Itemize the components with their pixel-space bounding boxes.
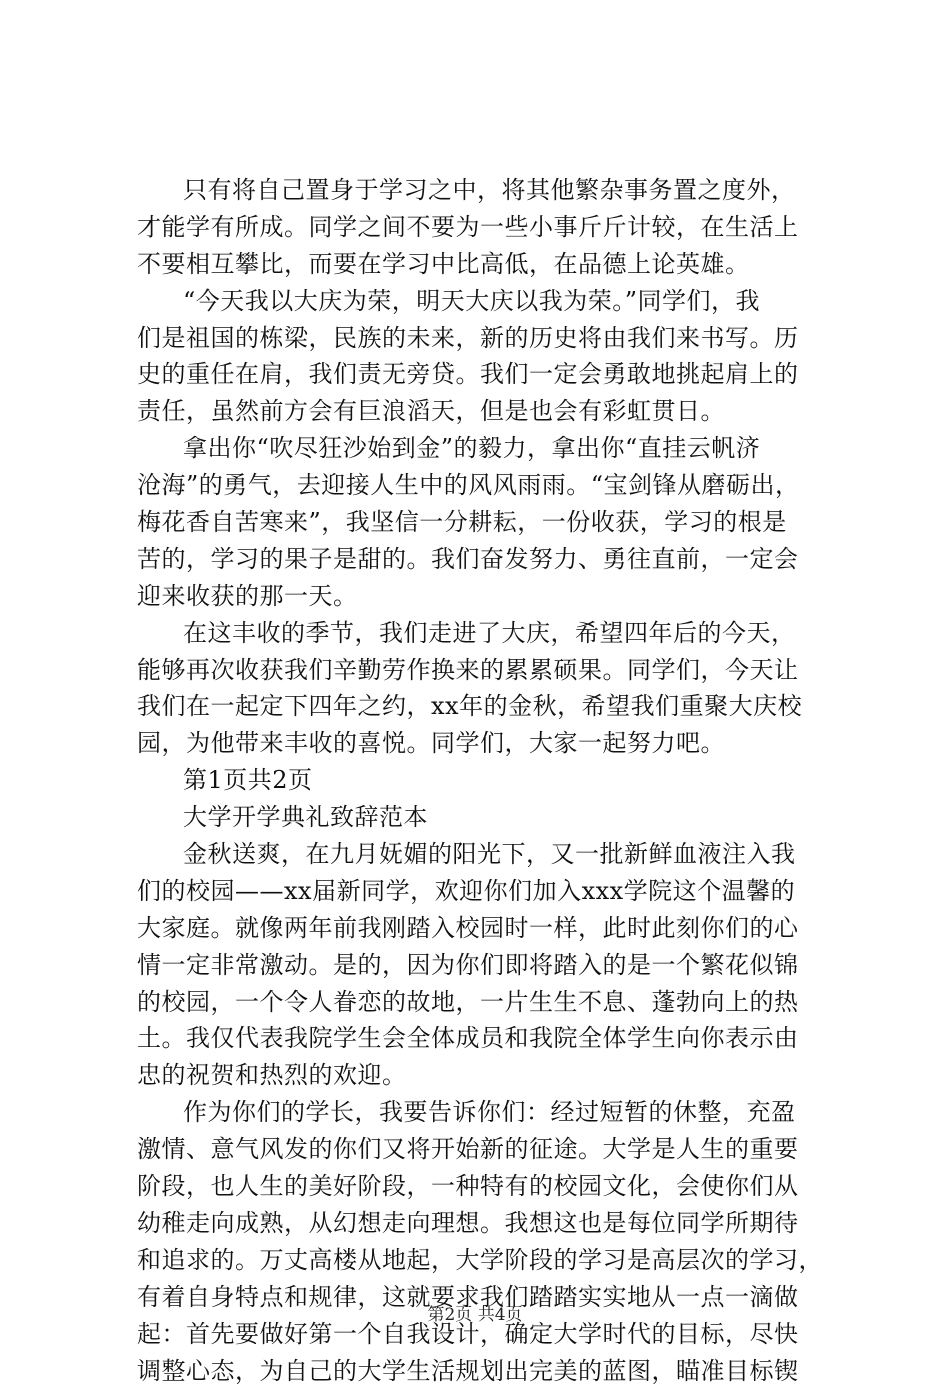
text-line: 才能学有所成。同学之间不要为一些小事斤斤计较，在生活上: [137, 209, 837, 246]
text-line: “今天我以大庆为荣，明天大庆以我为荣。”同学们，我: [137, 283, 837, 320]
text-line: 史的重任在肩，我们责无旁贷。我们一定会勇敢地挑起肩上的: [137, 356, 837, 393]
text-line: 们是祖国的栋梁，民族的未来，新的历史将由我们来书写。历: [137, 320, 837, 357]
text-line: 土。我仅代表我院学生会全体成员和我院全体学生向你表示由: [137, 1020, 837, 1057]
text-line: 能够再次收获我们辛勤劳作换来的累累硕果。同学们，今天让: [137, 652, 837, 689]
text-line: 情一定非常激动。是的，因为你们即将踏入的是一个繁花似锦: [137, 947, 837, 984]
text-line: 大家庭。就像两年前我刚踏入校园时一样，此时此刻你们的心: [137, 910, 837, 947]
text-line: 沧海”的勇气，去迎接人生中的风风雨雨。“宝剑锋从磨砺出，: [137, 467, 837, 504]
text-line: 责任，虽然前方会有巨浪滔天，但是也会有彩虹贯日。: [137, 393, 837, 430]
text-line: 迎来收获的那一天。: [137, 578, 837, 615]
text-line: 大学开学典礼致辞范本: [137, 799, 837, 836]
text-line: 幼稚走向成熟，从幻想走向理想。我想这也是每位同学所期待: [137, 1205, 837, 1242]
text-line: 作为你们的学长，我要告诉你们：经过短暂的休整，充盈: [137, 1094, 837, 1131]
text-line: 激情、意气风发的你们又将开始新的征途。大学是人生的重要: [137, 1131, 837, 1168]
text-line: 在这丰收的季节，我们走进了大庆，希望四年后的今天，: [137, 615, 837, 652]
text-line: 们的校园——xx届新同学，欢迎你们加入xxx学院这个温馨的: [137, 873, 837, 910]
text-line: 有着自身特点和规律，这就要求我们踏踏实实地从一点一滴做: [137, 1279, 837, 1316]
text-line: 第1页共2页: [137, 762, 837, 799]
text-line: 忠的祝贺和热烈的欢迎。: [137, 1057, 837, 1094]
text-line: 阶段，也人生的美好阶段，一种特有的校园文化，会使你们从: [137, 1168, 837, 1205]
page-footer: 第2页 共4页: [0, 1300, 950, 1325]
text-line: 和追求的。万丈高楼从地起，大学阶段的学习是高层次的学习，: [137, 1242, 837, 1279]
text-line: 园，为他带来丰收的喜悦。同学们，大家一起努力吧。: [137, 725, 837, 762]
text-line: 调整心态，为自己的大学生活规划出完美的蓝图，瞄准目标锲: [137, 1353, 837, 1389]
text-line: 不要相互攀比，而要在学习中比高低，在品德上论英雄。: [137, 246, 837, 283]
text-line: 我们在一起定下四年之约，xx年的金秋，希望我们重聚大庆校: [137, 688, 837, 725]
text-line: 梅花香自苦寒来”，我坚信一分耕耘，一份收获，学习的根是: [137, 504, 837, 541]
text-line: 拿出你“吹尽狂沙始到金”的毅力，拿出你“直挂云帆济: [137, 430, 837, 467]
text-line: 只有将自己置身于学习之中，将其他繁杂事务置之度外，: [137, 172, 837, 209]
text-line: 金秋送爽，在九月妩媚的阳光下，又一批新鲜血液注入我: [137, 836, 837, 873]
text-line: 起：首先要做好第一个自我设计，确定大学时代的目标，尽快: [137, 1316, 837, 1353]
document-body: [137, 172, 837, 1389]
text-line: 的校园，一个令人眷恋的故地，一片生生不息、蓬勃向上的热: [137, 984, 837, 1021]
text-line: 苦的，学习的果子是甜的。我们奋发努力、勇往直前，一定会: [137, 541, 837, 578]
